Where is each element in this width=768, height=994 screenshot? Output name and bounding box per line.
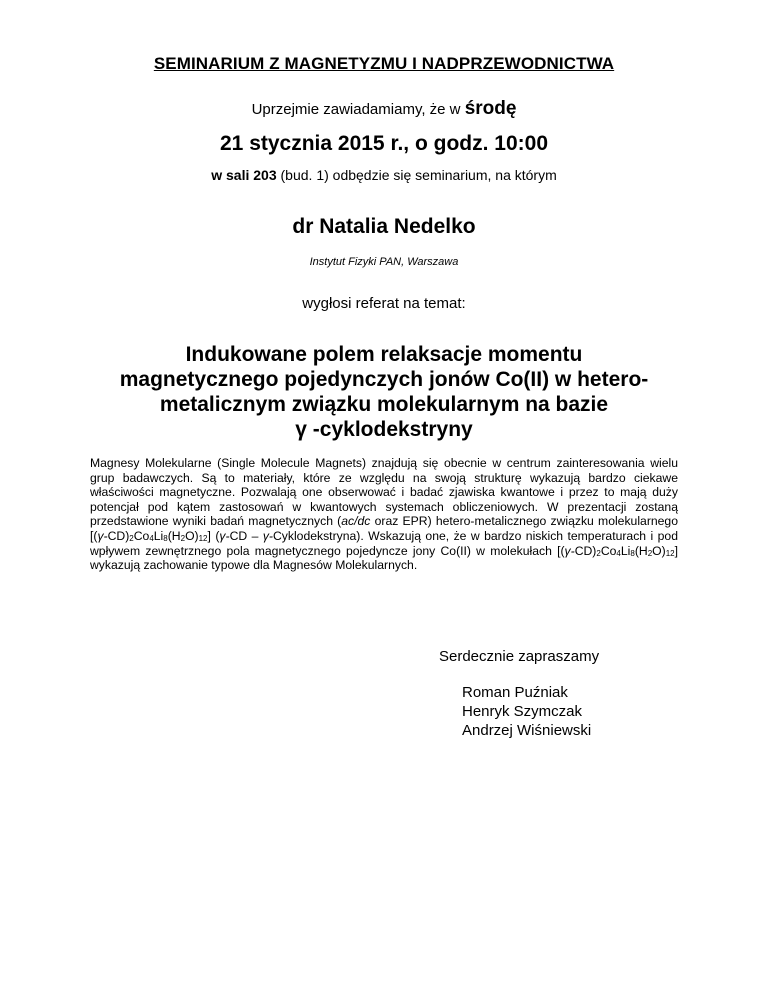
abstract-acdc: ac/dc [341,514,371,529]
signatory-name: Andrzej Wiśniewski [462,722,592,739]
formula-sub: 12 [665,548,675,558]
formula-sub: 2 [180,533,186,543]
abstract-text: ] ( [207,528,220,543]
formula-part: Co [600,543,617,558]
abstract-text: oraz EPR) hetero-metalicznego związku molekularnego [( [90,514,678,543]
talk-title-line: γ -cyklodekstryny [295,418,473,441]
closing-line: Serdecznie zapraszamy [439,648,600,665]
announce-line: wygłosi referat na temat: [302,295,466,312]
intro-line [0,98,768,120]
formula-sub: 4 [616,548,621,558]
formula-sub: 8 [630,548,635,558]
abstract-gamma: γ- [219,528,230,543]
room-line [0,167,768,183]
date-time: 21 stycznia 2015 r., o godz. 10:00 [220,132,548,155]
intro-text: Uprzejmie zawiadamiamy, że w [251,101,461,118]
formula-part: O) [652,543,666,558]
seminar-title: SEMINARIUM Z MAGNETYZMU I NADPRZEWODNICTWA [153,54,615,73]
formula-part: (H [634,543,648,558]
abstract-text: ] wykazują zachowanie typowe dla Magnesów Molekularnych. [90,543,678,573]
formula-part: Li [620,543,631,558]
intro-day: środę [464,98,517,119]
talk-title-line: Indukowane polem relaksacje momentu [185,343,583,366]
abstract-text: CD) [107,528,130,543]
abstract-gamma: γ- [97,528,108,543]
abstract-gamma: γ- [564,543,575,558]
formula-sub: 2 [647,548,653,558]
speaker-affiliation: Instytut Fizyki PAN, Warszawa [309,256,459,268]
formula-part: (H [167,528,181,543]
room-rest: (bud. 1) odbędzie się seminarium, na którym [280,167,557,183]
formula-part: O) [185,528,199,543]
formula-sub: 4 [149,533,154,543]
formula-part: Co [133,528,150,543]
room-label: w sali 203 [211,167,277,183]
abstract-text: CD – [229,528,263,543]
formula-sub: 12 [198,533,208,543]
abstract-text: CD) [574,543,597,558]
signatory-name: Roman Puźniak [462,684,568,701]
talk-title-line: magnetycznego pojedynczych jonów Co(II) w hetero- [119,368,649,391]
formula-sub: 2 [129,533,134,543]
abstract-text: Magnesy Molekularne (Single Molecule Magnets) znajdują się obecnie w centrum zainteresowania wielu grup badawczych. Są to materiały, które ze względu na swoją strukturę wykazują bardzo ciekawe właściwości magnetyczne. Pozwalają one obserwować i badać zjawiska kwantowe i przez to mają duży potencjał pod kątem zastosowań w kwantowych systemach obliczeniowych. W prezentacji zostaną przedstawione wyniki badań magnetycznych ( [90,456,678,529]
signatory-name: Henryk Szymczak [462,703,583,720]
speaker-name: dr Natalia Nedelko [292,215,476,238]
talk-title-line: metalicznym związku molekularnym na bazie [159,393,609,416]
formula-sub: 8 [163,533,168,543]
signatories-list [462,683,591,740]
talk-title [70,342,698,442]
abstract-gamma: γ- [262,528,273,543]
formula-part: Li [153,528,164,543]
abstract-paragraph [90,456,678,573]
abstract-text: Cyklodekstryna). Wskazują one, że w bardzo niskich temperaturach i pod wpływem zewnętrznego pola magnetycznego pojedyncze jony Co(II) w molekułach [( [90,528,678,558]
formula-sub: 2 [596,548,601,558]
